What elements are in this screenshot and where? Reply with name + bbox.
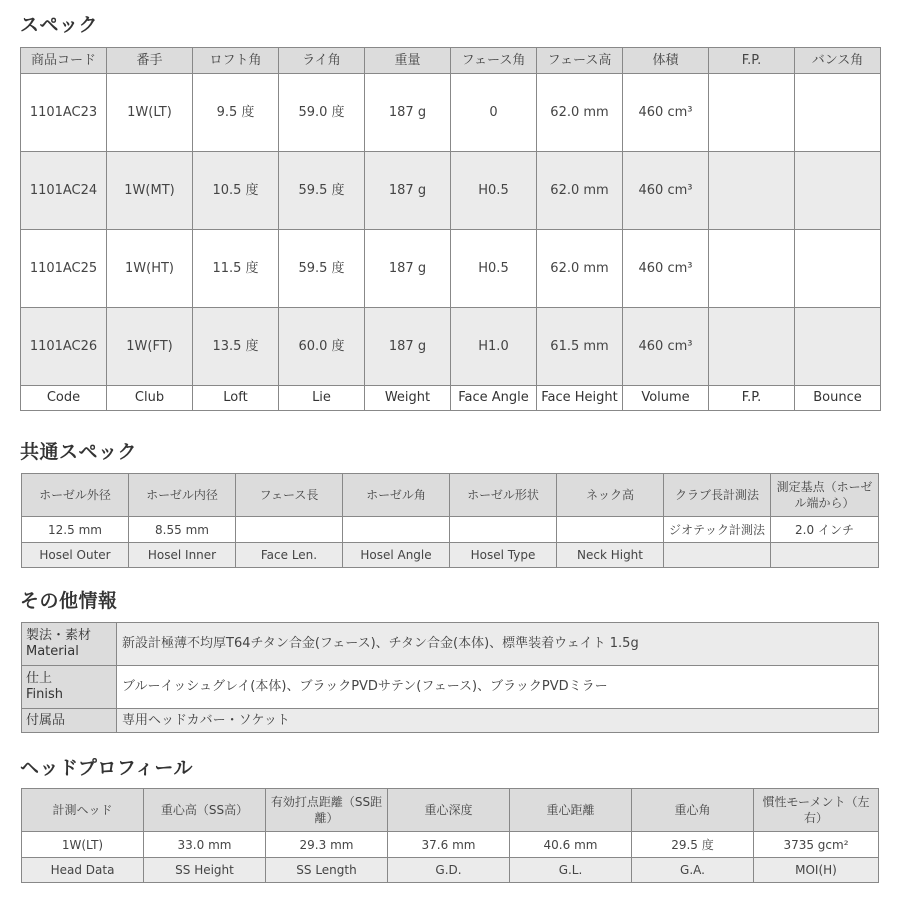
other-key-ja: 付属品 — [26, 712, 66, 728]
common-label-cell: Hosel Angle — [343, 543, 450, 568]
spec-header-cell: ライ角 — [279, 48, 365, 74]
table-row — [21, 74, 881, 152]
spec-cell: 460 cm³ — [623, 152, 709, 230]
head-label-cell: G.L. — [510, 858, 632, 883]
other-key-cell — [22, 666, 117, 709]
spec-cell: 62.0 mm — [537, 230, 623, 308]
spec-cell — [709, 74, 795, 152]
head-header-row — [22, 789, 879, 832]
spec-cell: 1W(HT) — [107, 230, 193, 308]
head-label-cell: Head Data — [22, 858, 144, 883]
common-label-cell — [771, 543, 879, 568]
head-label-cell: SS Height — [144, 858, 266, 883]
spec-cell: 13.5 度 — [193, 308, 279, 386]
spec-cell: H0.5 — [451, 230, 537, 308]
common-header-cell: ネック高 — [557, 474, 664, 517]
spec-cell: 60.0 度 — [279, 308, 365, 386]
head-header-cell: 重心距離 — [510, 789, 632, 832]
table-row — [22, 517, 879, 543]
spec-header-cell: 重量 — [365, 48, 451, 74]
table-row — [21, 152, 881, 230]
spec-cell: 1101AC23 — [21, 74, 107, 152]
other-value-cell: ブルーイッシュグレイ(本体)、ブラックPVDサテン(フェース)、ブラックPVDミラー — [117, 666, 879, 709]
common-value-cell: ジオテック計測法 — [664, 517, 771, 543]
common-value-cell — [343, 517, 450, 543]
head-label-cell: MOI(H) — [754, 858, 879, 883]
head-label-cell: G.D. — [388, 858, 510, 883]
other-info-title: その他情報 — [20, 590, 118, 612]
spec-cell: 62.0 mm — [537, 74, 623, 152]
table-row — [21, 230, 881, 308]
spec-cell: 460 cm³ — [623, 308, 709, 386]
spec-header-cell: フェース角 — [451, 48, 537, 74]
spec-header-cell: ロフト角 — [193, 48, 279, 74]
head-header-cell: 計測ヘッド — [22, 789, 144, 832]
spec-header-cell: フェース高 — [537, 48, 623, 74]
spec-cell — [795, 308, 881, 386]
spec-cell — [709, 308, 795, 386]
common-header-cell: フェース長 — [236, 474, 343, 517]
common-label-cell: Hosel Inner — [129, 543, 236, 568]
spec-cell — [709, 230, 795, 308]
spec-header-row — [21, 48, 881, 74]
spec-cell: 59.5 度 — [279, 230, 365, 308]
head-profile-table — [21, 788, 879, 883]
head-value-cell: 29.5 度 — [632, 832, 754, 858]
common-header-cell: ホーゼル内径 — [129, 474, 236, 517]
table-row — [22, 623, 879, 666]
spec-cell: 11.5 度 — [193, 230, 279, 308]
common-value-cell: 8.55 mm — [129, 517, 236, 543]
spec-header-cell: 体積 — [623, 48, 709, 74]
common-spec-title: 共通スペック — [20, 441, 138, 463]
head-header-cell: 重心高（SS高） — [144, 789, 266, 832]
head-value-cell: 1W(LT) — [22, 832, 144, 858]
spec-cell: H1.0 — [451, 308, 537, 386]
table-row — [22, 832, 879, 858]
table-row — [22, 666, 879, 709]
head-header-cell: 重心深度 — [388, 789, 510, 832]
spec-header-cell: バンス角 — [795, 48, 881, 74]
spec-cell: 9.5 度 — [193, 74, 279, 152]
spec-label-cell: Face Angle — [451, 386, 537, 411]
spec-cell — [795, 230, 881, 308]
spec-cell: H0.5 — [451, 152, 537, 230]
spec-label-cell: Lie — [279, 386, 365, 411]
spec-title: スペック — [20, 14, 99, 36]
spec-cell: 59.0 度 — [279, 74, 365, 152]
common-header-cell: ホーゼル外径 — [22, 474, 129, 517]
head-value-cell: 37.6 mm — [388, 832, 510, 858]
common-value-cell: 2.0 インチ — [771, 517, 879, 543]
other-value-cell: 専用ヘッドカバー・ソケット — [117, 709, 879, 733]
head-header-cell: 慣性モーメント（左右） — [754, 789, 879, 832]
spec-table — [20, 47, 881, 411]
spec-label-cell: Volume — [623, 386, 709, 411]
common-label-cell: Neck Hight — [557, 543, 664, 568]
spec-header-cell: F.P. — [709, 48, 795, 74]
spec-cell: 1101AC25 — [21, 230, 107, 308]
spec-label-cell: Weight — [365, 386, 451, 411]
common-label-row — [22, 543, 879, 568]
spec-header-cell: 番手 — [107, 48, 193, 74]
head-header-cell: 有効打点距離（SS距離） — [266, 789, 388, 832]
spec-cell: 1W(LT) — [107, 74, 193, 152]
common-value-cell — [236, 517, 343, 543]
spec-cell: 1W(MT) — [107, 152, 193, 230]
spec-cell: 460 cm³ — [623, 230, 709, 308]
spec-cell: 187 g — [365, 308, 451, 386]
spec-label-cell: Face Height — [537, 386, 623, 411]
spec-cell: 10.5 度 — [193, 152, 279, 230]
spec-label-cell: Loft — [193, 386, 279, 411]
spec-cell: 187 g — [365, 74, 451, 152]
spec-label-cell: Code — [21, 386, 107, 411]
other-key-en: Finish — [26, 687, 64, 702]
spec-cell: 1W(FT) — [107, 308, 193, 386]
head-label-cell: G.A. — [632, 858, 754, 883]
spec-cell: 187 g — [365, 152, 451, 230]
spec-cell: 0 — [451, 74, 537, 152]
spec-cell: 1101AC24 — [21, 152, 107, 230]
common-header-cell: クラブ長計測法 — [664, 474, 771, 517]
common-header-row — [22, 474, 879, 517]
spec-label-row — [21, 386, 881, 411]
head-profile-title: ヘッドプロフィール — [20, 757, 194, 779]
other-key-cell — [22, 623, 117, 666]
common-value-cell: 12.5 mm — [22, 517, 129, 543]
spec-label-cell: Bounce — [795, 386, 881, 411]
common-value-cell — [450, 517, 557, 543]
other-info-table — [21, 622, 879, 733]
other-key-cell — [22, 709, 117, 733]
common-spec-table — [21, 473, 879, 568]
spec-label-cell: F.P. — [709, 386, 795, 411]
table-row — [21, 308, 881, 386]
head-header-cell: 重心角 — [632, 789, 754, 832]
other-key-ja: 仕上 — [26, 671, 53, 686]
common-header-cell: ホーゼル形状 — [450, 474, 557, 517]
spec-cell: 1101AC26 — [21, 308, 107, 386]
table-row — [22, 709, 879, 733]
common-header-cell: 測定基点（ホーゼル端から） — [771, 474, 879, 517]
spec-cell: 62.0 mm — [537, 152, 623, 230]
spec-header-cell: 商品コード — [21, 48, 107, 74]
head-value-cell: 40.6 mm — [510, 832, 632, 858]
common-label-cell: Hosel Outer — [22, 543, 129, 568]
spec-cell — [795, 74, 881, 152]
head-label-row — [22, 858, 879, 883]
head-value-cell: 29.3 mm — [266, 832, 388, 858]
spec-cell: 187 g — [365, 230, 451, 308]
spec-cell: 460 cm³ — [623, 74, 709, 152]
common-label-cell — [664, 543, 771, 568]
spec-label-cell: Club — [107, 386, 193, 411]
head-value-cell: 33.0 mm — [144, 832, 266, 858]
head-label-cell: SS Length — [266, 858, 388, 883]
common-label-cell: Face Len. — [236, 543, 343, 568]
common-value-cell — [557, 517, 664, 543]
other-key-ja: 製法・素材 — [26, 628, 92, 643]
spec-cell: 61.5 mm — [537, 308, 623, 386]
head-value-cell: 3735 gcm² — [754, 832, 879, 858]
common-label-cell: Hosel Type — [450, 543, 557, 568]
common-header-cell: ホーゼル角 — [343, 474, 450, 517]
other-key-en: Material — [26, 644, 79, 659]
spec-cell — [709, 152, 795, 230]
other-value-cell: 新設計極薄不均厚T64チタン合金(フェース)、チタン合金(本体)、標準装着ウェイト 1.5g — [117, 623, 879, 666]
spec-cell: 59.5 度 — [279, 152, 365, 230]
spec-cell — [795, 152, 881, 230]
